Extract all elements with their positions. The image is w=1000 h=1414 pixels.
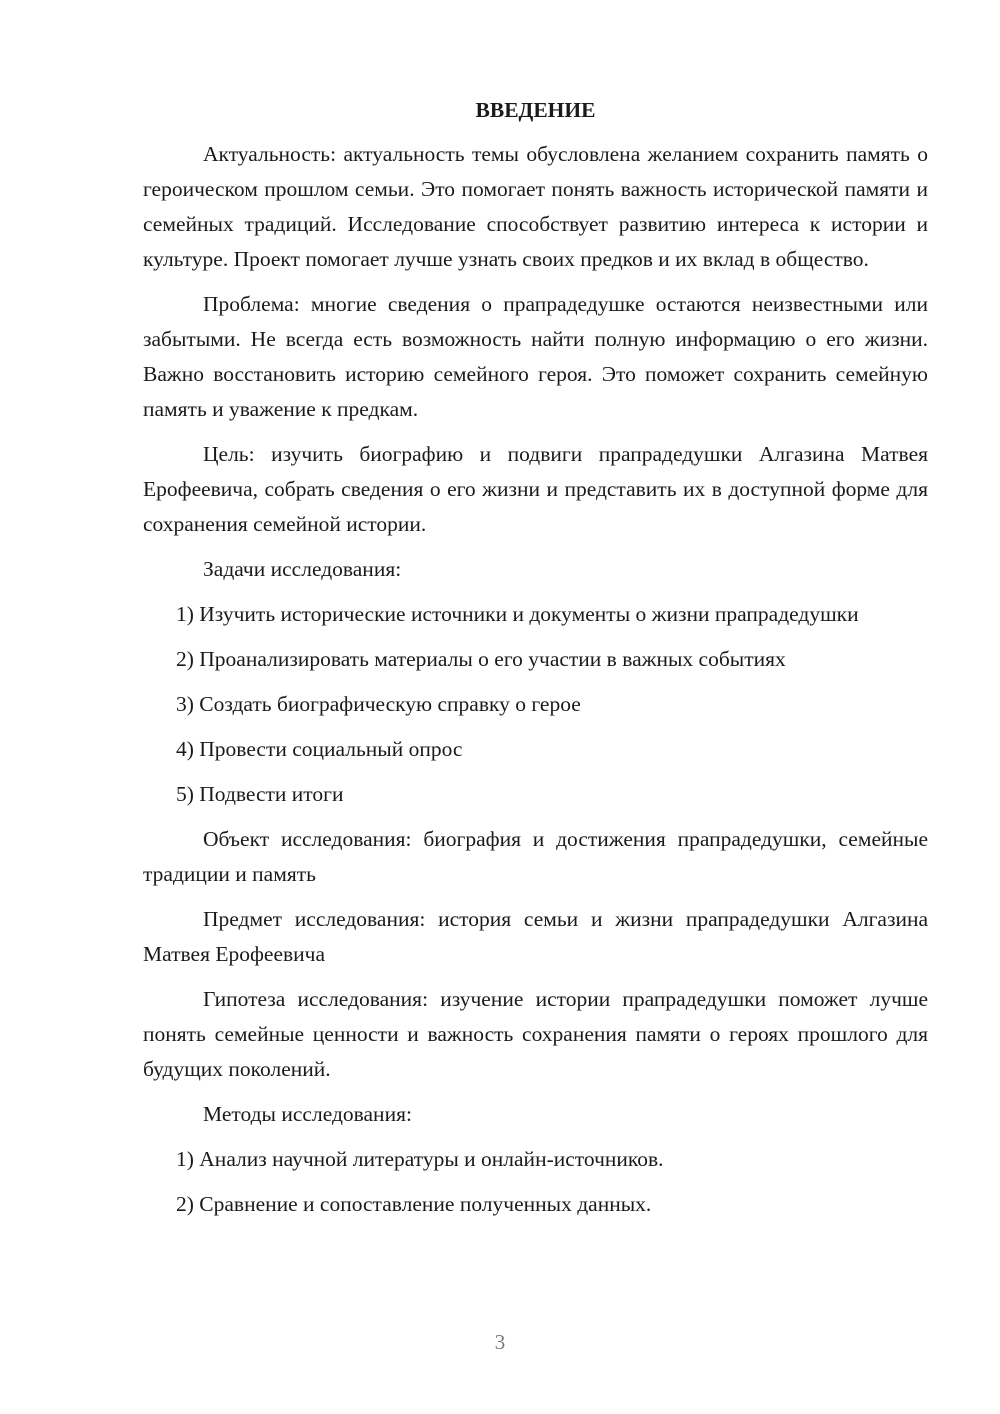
- section-title: ВВЕДЕНИЕ: [475, 98, 596, 122]
- subject-paragraph: Предмет исследования: история семьи и жизни прапрадедушки Алгазина Матвея Ерофеевича: [143, 907, 928, 966]
- task-item-5: 5) Подвести итоги: [176, 782, 344, 806]
- task-item-3: 3) Создать биографическую справку о герое: [176, 692, 581, 716]
- method-item-1: 1) Анализ научной литературы и онлайн-источников.: [176, 1147, 664, 1171]
- page-number: 3: [494, 1330, 506, 1354]
- task-item-2: 2) Проанализировать материалы о его участии в важных событиях: [176, 647, 786, 671]
- hypothesis-paragraph: Гипотеза исследования: изучение истории прапрадедушки поможет лучше понять семейные ценности и важность сохранения памяти о героях прошлого для будущих поколений.: [143, 987, 928, 1081]
- relevance-paragraph: Актуальность: актуальность темы обусловлена желанием сохранить память о героическом прошлом семьи. Это помогает понять важность исторической памяти и семейных традиций. Исследование способствует развитию интереса к истории и культуре. Проект помогает лучше узнать своих предков и их вклад в общество.: [143, 142, 928, 271]
- methods-heading: Методы исследования:: [203, 1102, 412, 1126]
- method-item-2: 2) Сравнение и сопоставление полученных данных.: [176, 1192, 652, 1216]
- tasks-heading: Задачи исследования:: [203, 557, 402, 581]
- goal-paragraph: Цель: изучить биографию и подвиги прапрадедушки Алгазина Матвея Ерофеевича, собрать сведения о его жизни и представить их в доступной форме для сохранения семейной истории.: [143, 442, 928, 536]
- document-page: [143, 95, 928, 1232]
- object-paragraph: Объект исследования: биография и достижения прапрадедушки, семейные традиции и память: [143, 827, 928, 886]
- problem-paragraph: Проблема: многие сведения о прапрадедушке остаются неизвестными или забытыми. Не всегда есть возможность найти полную информацию о его жизни. Важно восстановить историю семейного героя. Это поможет сохранить семейную память и уважение к предкам.: [143, 292, 928, 421]
- task-item-1: 1) Изучить исторические источники и документы о жизни прапрадедушки: [176, 602, 859, 626]
- task-item-4: 4) Провести социальный опрос: [176, 737, 463, 761]
